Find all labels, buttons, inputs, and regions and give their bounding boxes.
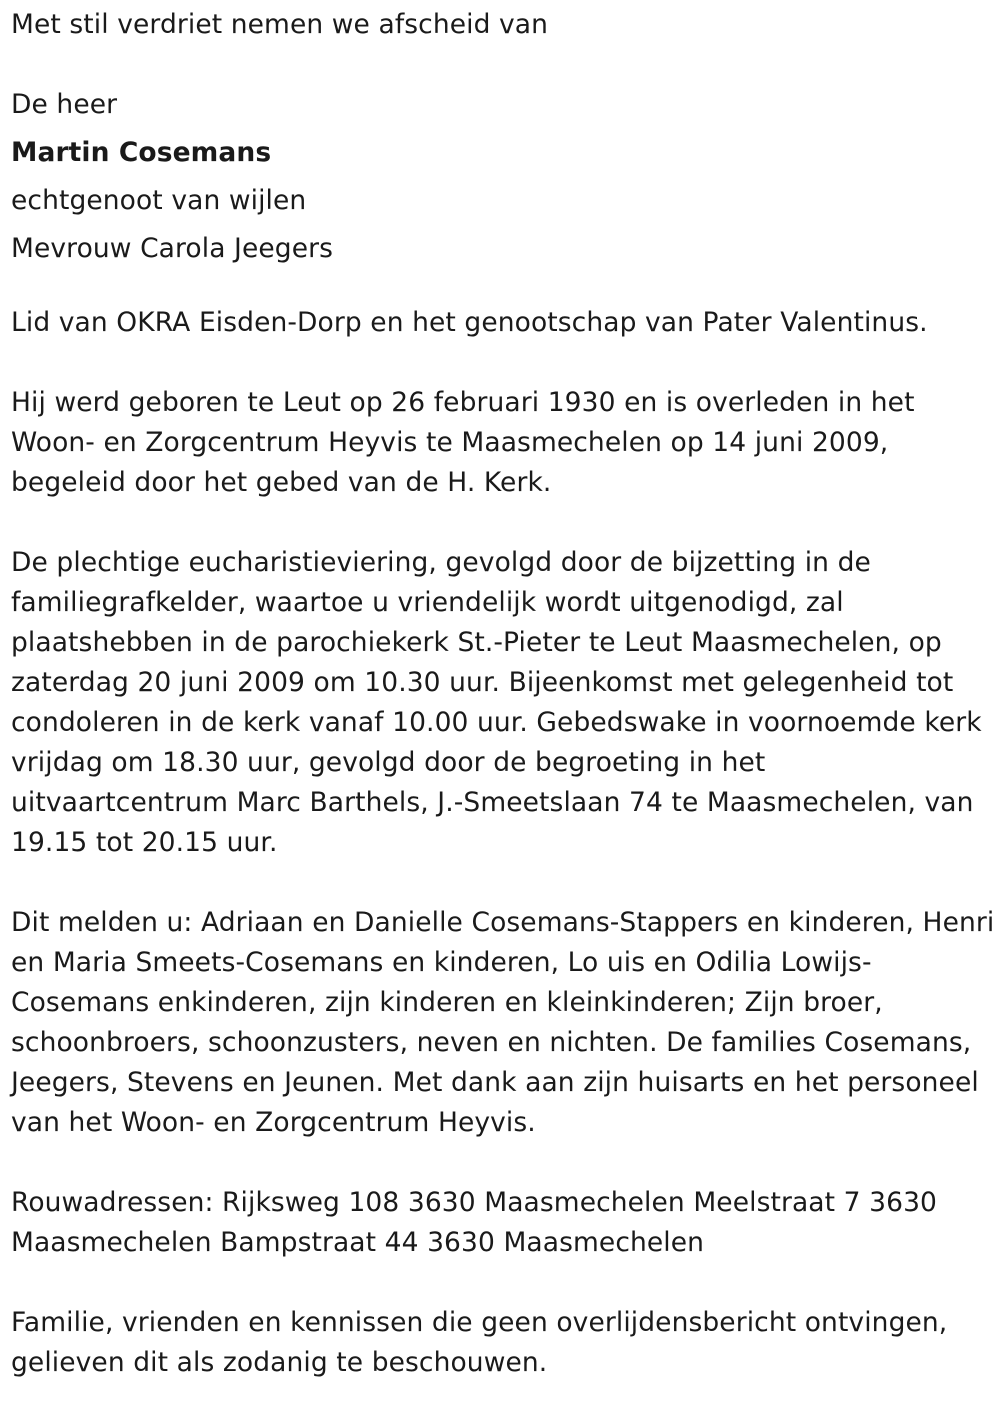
addresses-paragraph bbox=[11, 1183, 991, 1263]
paragraph-line: familiegrafkelder, waartoe u vriendelijk wordt uitgenodigd, zal bbox=[11, 587, 844, 618]
closing-paragraph bbox=[11, 1303, 991, 1383]
membership-paragraph bbox=[11, 303, 991, 343]
birth-death-paragraph bbox=[11, 383, 991, 503]
paragraph-line: en Maria Smeets-Cosemans en kinderen, Lo uis en Odilia Lowijs- bbox=[11, 947, 872, 978]
paragraph-line: Rouwadressen: Rijksweg 108 3630 Maasmechelen Meelstraat 7 3630 bbox=[11, 1187, 937, 1218]
paragraph-line: schoonbroers, schoonzusters, neven en nichten. De families Cosemans, bbox=[11, 1027, 972, 1058]
paragraph-line: Maasmechelen Bampstraat 44 3630 Maasmechelen bbox=[11, 1227, 705, 1258]
relation-line: echtgenoot van wijlen bbox=[11, 185, 307, 216]
announcers-paragraph bbox=[11, 903, 995, 1143]
paragraph-line: begeleid door het gebed van de H. Kerk. bbox=[11, 467, 552, 498]
paragraph-line: vrijdag om 18.30 uur, gevolgd door de begroeting in het bbox=[11, 747, 766, 778]
obituary-notice bbox=[11, 0, 995, 1383]
paragraph-line: plaatshebben in de parochiekerk St.-Pieter te Leut Maasmechelen, op bbox=[11, 627, 942, 658]
paragraph-line: De plechtige eucharistieviering, gevolgd door de bijzetting in de bbox=[11, 547, 871, 578]
paragraph-line: Woon- en Zorgcentrum Heyvis te Maasmechelen op 14 juni 2009, bbox=[11, 427, 889, 458]
ceremony-paragraph bbox=[11, 543, 991, 863]
paragraph-line: Cosemans enkinderen, zijn kinderen en kleinkinderen; Zijn broer, bbox=[11, 987, 883, 1018]
paragraph-line: 19.15 tot 20.15 uur. bbox=[11, 827, 278, 858]
paragraph-line: condoleren in de kerk vanaf 10.00 uur. Gebedswake in voornoemde kerk bbox=[11, 707, 982, 738]
membership-line: Lid van OKRA Eisden-Dorp en het genootschap van Pater Valentinus. bbox=[11, 307, 928, 338]
paragraph-line: Jeegers, Stevens en Jeunen. Met dank aan zijn huisarts en het personeel bbox=[11, 1067, 979, 1098]
paragraph-line: Familie, vrienden en kennissen die geen overlijdensbericht ontvingen, bbox=[11, 1307, 948, 1338]
paragraph-line: zaterdag 20 juni 2009 om 10.30 uur. Bijeenkomst met gelegenheid tot bbox=[11, 667, 954, 698]
paragraph-line: Dit melden u: Adriaan en Danielle Cosemans-Stappers en kinderen, Henri bbox=[11, 907, 995, 938]
paragraph-line: gelieven dit als zodanig te beschouwen. bbox=[11, 1347, 548, 1378]
salutation: De heer bbox=[11, 89, 118, 120]
deceased-name: Martin Cosemans bbox=[11, 137, 272, 168]
paragraph-line: uitvaartcentrum Marc Barthels, J.-Smeetslaan 74 te Maasmechelen, van bbox=[11, 787, 974, 818]
spouse-name: Mevrouw Carola Jeegers bbox=[11, 233, 334, 264]
paragraph-line: van het Woon- en Zorgcentrum Heyvis. bbox=[11, 1107, 536, 1138]
paragraph-line: Hij werd geboren te Leut op 26 februari 1930 en is overleden in het bbox=[11, 387, 915, 418]
opening-line: Met stil verdriet nemen we afscheid van bbox=[11, 9, 549, 40]
